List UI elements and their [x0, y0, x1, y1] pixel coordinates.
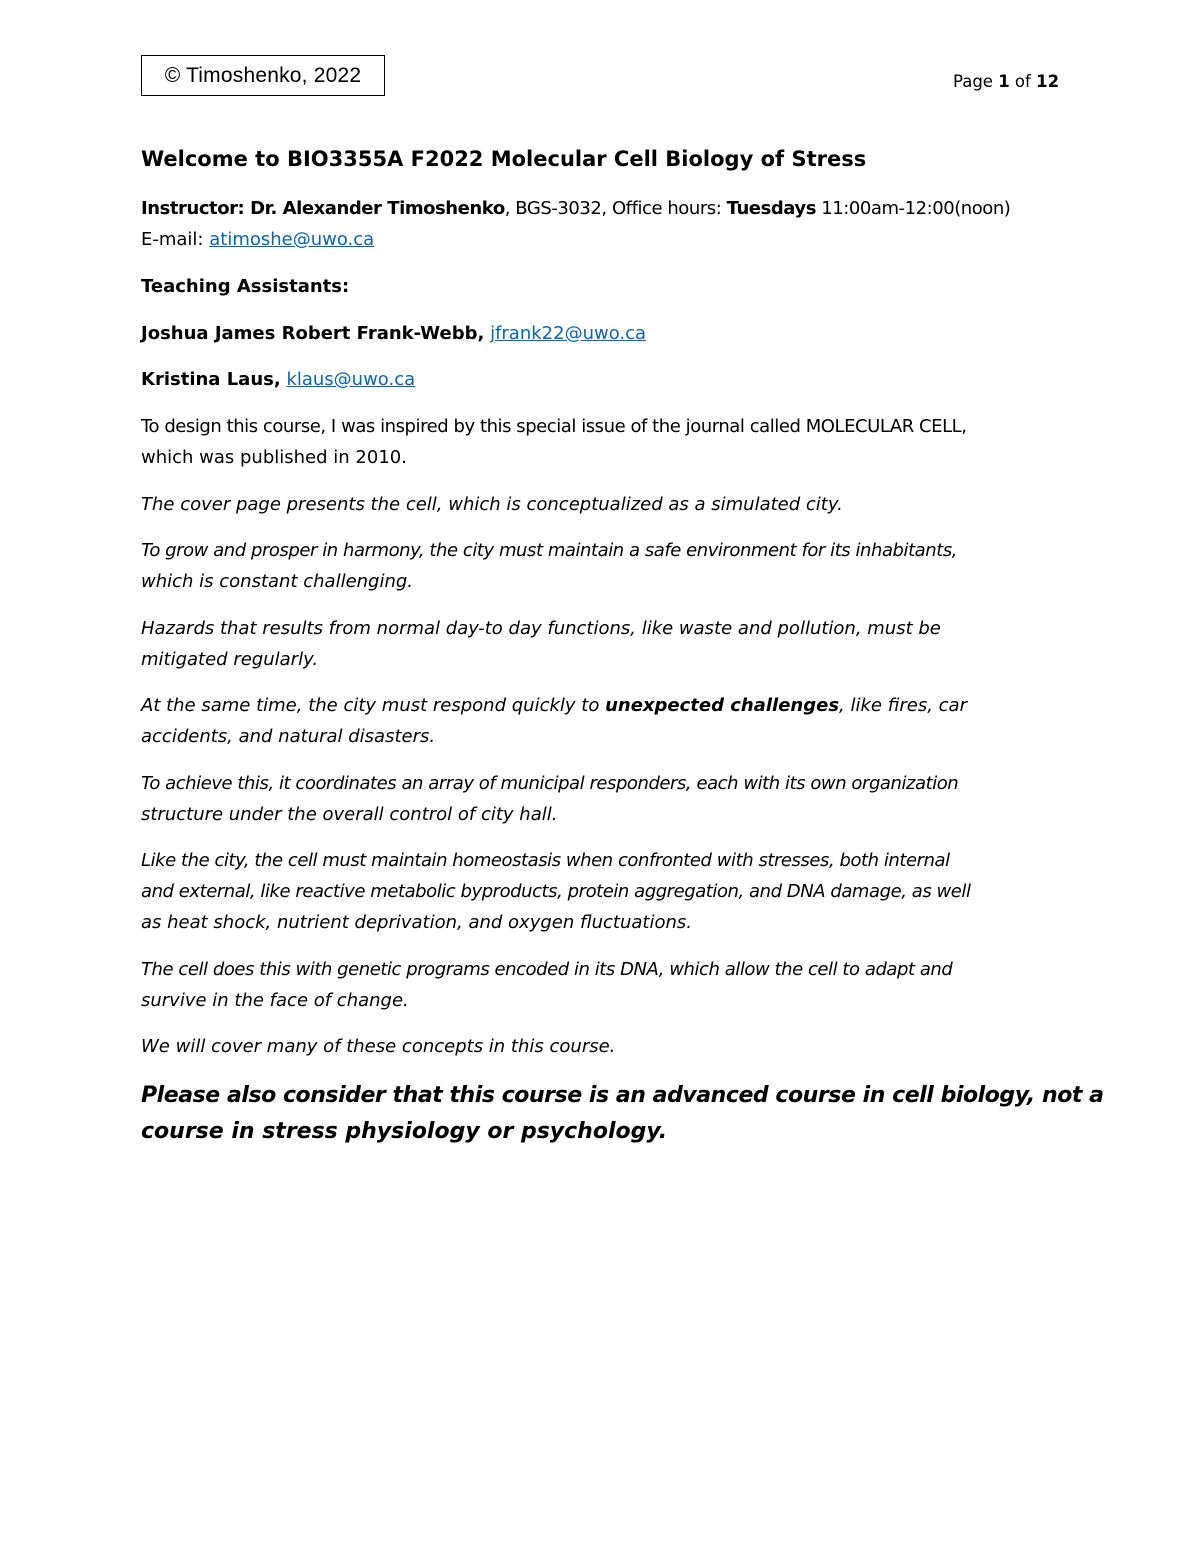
office-time: 11:00am-12:00(noon) — [815, 198, 1011, 219]
p4-emphasis: unexpected challenges — [605, 695, 840, 716]
paragraph-line: mitigated regularly. — [141, 649, 319, 670]
paragraph-line: survive in the face of change. — [141, 990, 409, 1011]
ta-row — [141, 364, 415, 395]
instructor-label: Instructor: Dr. Alexander Timoshenko — [141, 198, 505, 219]
ta-row — [141, 318, 646, 349]
page-current: 1 — [998, 72, 1010, 91]
paragraph-line: as heat shock, nutrient deprivation, and oxygen fluctuations. — [141, 912, 692, 933]
paragraph-line — [141, 690, 967, 721]
ta-heading: Teaching Assistants: — [141, 276, 350, 297]
closing-line: course in stress physiology or psychology. — [141, 1119, 668, 1144]
paragraph-line: structure under the overall control of city hall. — [141, 804, 558, 825]
page-number — [953, 72, 1059, 91]
page-of: of — [1009, 72, 1037, 91]
page-total: 12 — [1036, 72, 1060, 91]
ta-email-link[interactable]: jfrank22@uwo.ca — [490, 323, 647, 344]
intro-line: which was published in 2010. — [141, 447, 407, 468]
paragraph-line: To grow and prosper in harmony, the city must maintain a safe environment for its inhabitants, — [141, 540, 958, 561]
instructor-line — [141, 193, 1010, 224]
instructor-email-link[interactable]: atimoshe@uwo.ca — [209, 229, 375, 250]
paragraph-line: and external, like reactive metabolic byproducts, protein aggregation, and DNA damage, as well — [141, 881, 971, 902]
paragraph-line: The cell does this with genetic programs encoded in its DNA, which allow the cell to adapt and — [141, 959, 953, 980]
copyright-box — [141, 55, 385, 96]
closing-line: Please also consider that this course is an advanced course in cell biology, not a — [141, 1083, 1104, 1108]
instructor-email-line — [141, 224, 374, 255]
page-prefix: Page — [953, 72, 999, 91]
office-day: Tuesdays — [726, 198, 816, 219]
ta-name: Kristina Laus, — [141, 369, 281, 390]
intro-line: To design this course, I was inspired by this special issue of the journal called MOLECULAR CELL, — [141, 416, 967, 437]
ta-email-link[interactable]: klaus@uwo.ca — [286, 369, 416, 390]
email-label: E-mail: — [141, 229, 210, 250]
paragraph-line: To achieve this, it coordinates an array of municipal responders, each with its own organization — [141, 773, 959, 794]
paragraph-line: Like the city, the cell must maintain homeostasis when confronted with stresses, both internal — [141, 850, 950, 871]
paragraph-line: accidents, and natural disasters. — [141, 726, 436, 747]
paragraph-line: We will cover many of these concepts in this course. — [141, 1036, 616, 1057]
paragraph-line: The cover page presents the cell, which is conceptualized as a simulated city. — [141, 494, 843, 515]
ta-name: Joshua James Robert Frank-Webb, — [141, 323, 485, 344]
copyright-text: © Timoshenko, 2022 — [164, 63, 362, 87]
page-title: Welcome to BIO3355A F2022 Molecular Cell Biology of Stress — [141, 147, 867, 171]
instructor-office: , BGS-3032, Office hours: — [504, 198, 727, 219]
p4-pre: At the same time, the city must respond quickly to — [141, 695, 606, 716]
paragraph-line: Hazards that results from normal day-to day functions, like waste and pollution, must be — [141, 618, 941, 639]
p4-post: , like fires, car — [839, 695, 967, 716]
paragraph-line: which is constant challenging. — [141, 571, 414, 592]
